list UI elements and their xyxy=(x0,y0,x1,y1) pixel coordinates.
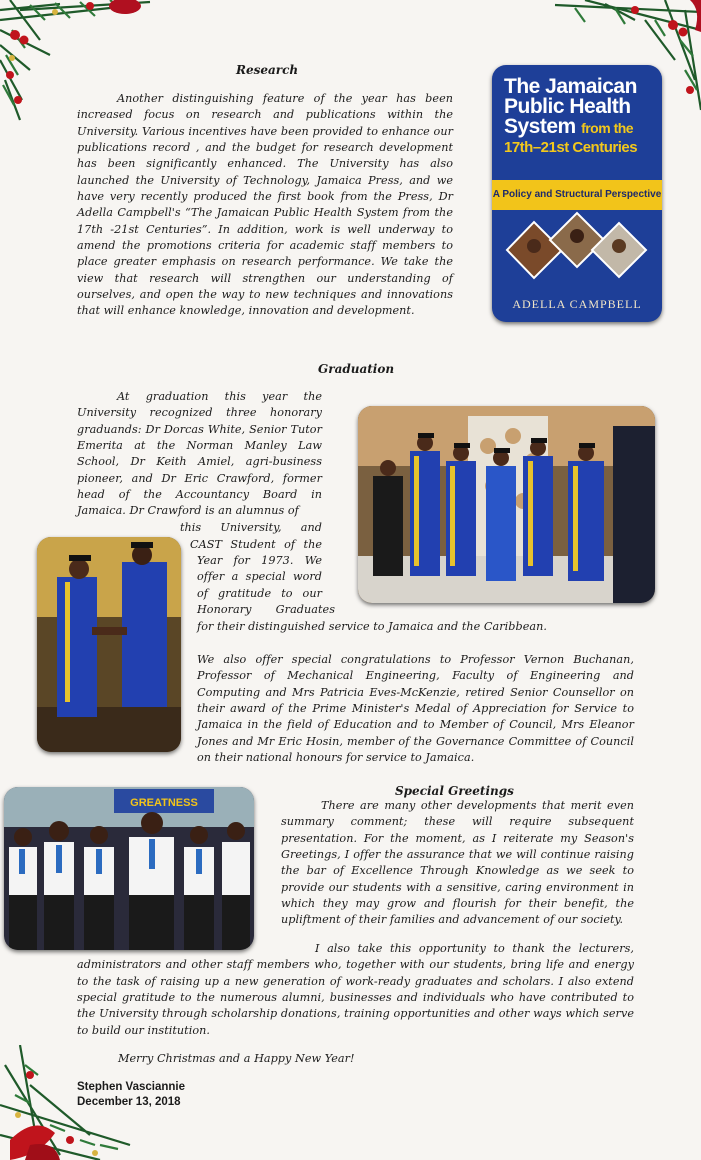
research-heading: Research xyxy=(236,63,299,77)
graduation-paragraph: At graduation this year the University recognized three honorary graduands: Dr Dorcas White, Senior Tutor Emerita at the Norman Manley Law School, Dr Keith Amiel, agri-business pioneer, and Dr Eric Crawford, former head of the Accountancy Board in Jamaica. Dr Crawford is an alumnus of xyxy=(77,390,322,518)
book-title-line: 17th–21st Centuries xyxy=(504,139,638,156)
graduation-paragraph-line: Honorary Graduates xyxy=(197,603,335,616)
handshake-ceremony-photo xyxy=(37,537,181,752)
graduation-paragraph-line: CAST Student of the xyxy=(190,538,322,551)
signature-date: December 13, 2018 xyxy=(77,1096,181,1108)
student-choir-photo xyxy=(4,787,254,950)
graduation-paragraph-line: offer a special word xyxy=(197,570,322,583)
graduation-paragraph-line: Year for 1973. We xyxy=(197,554,322,567)
holiday-closing: Merry Christmas and a Happy New Year! xyxy=(118,1052,355,1065)
honorary-graduates-photo xyxy=(358,406,655,603)
signature-name: Stephen Vasciannie xyxy=(77,1081,186,1093)
book-title-line: from the xyxy=(581,120,634,136)
thanks-paragraph: I also take this opportunity to thank the lecturers, administrators and other staff members who, together with our students, bring life and energy to the task of raising up a new generation of work-ready graduates and scholars. I also extend special gratitude to the numerous alumni, businesses and individuals who have contributed to the University through scholarship donations, training opportunities and other ways which serve to build our institution. xyxy=(77,942,634,1037)
graduation-paragraph-line: this University, and xyxy=(180,521,322,534)
book-cover-subtitle: A Policy and Structural Perspective xyxy=(492,180,662,210)
congratulations-paragraph: We also offer special congratulations to Professor Vernon Buchanan, Professor of Mechanical Engineering, Faculty of Engineering and Computing and Mrs Patricia Eves-McKenzie, retired Senior Counsellor on their award of the Prime Minister's Medal of Appreciation for Service to Jamaica in the field of Education and to Member of Council, Mrs Eleanor Jones and Mr Eric Hosin, member of the Governance Committee of Council on their national honours for service to Jamaica. xyxy=(197,653,634,765)
book-cover-title xyxy=(504,77,652,158)
book-title-line: System xyxy=(504,115,576,138)
book-title-line: The Jamaican xyxy=(504,75,637,98)
book-cover-author: ADELLA CAMPBELL xyxy=(512,297,642,311)
graduation-paragraph-line: of gratitude to our xyxy=(197,587,322,600)
choir-banner-text: GREATNESS xyxy=(130,797,198,809)
research-paragraph: Another distinguishing feature of the year has been increased focus on research and publications within the University. Various incentives have been provided to enhance our publications record , and the budget for research development has been significantly enhanced. The University has also launched the University of Technology, Jamaica Press, and we have very recently produced the first book from the Press, Dr Adella Campbell's “The Jamaican Public Health System from the 17th -21st Centuries”. In addition, work is well underway to amend the promotions criteria for academic staff members to place greater emphasis on research performance. We take the view that research will strengthen our understanding of ourselves, and open the way to new techniques and innovations that will enhance knowledge, innovation and development. xyxy=(77,92,453,318)
book-title-line: Public Health xyxy=(504,95,631,118)
special-greetings-paragraph: There are many other developments that merit even summary comment; these will require subsequent presentation. For the moment, as I reiterate my Season's Greetings, I offer the assurance that we will continue raising the bar of Excellence Through Knowledge as we seek to provide our students with a sensitive, caring environment in which they may grow and flourish for their benefit, the upliftment of their families and advancement of our society. xyxy=(281,799,634,927)
book-cover-image xyxy=(492,65,662,322)
special-greetings-heading: Special Greetings xyxy=(395,784,514,798)
book-cover-photos xyxy=(492,210,662,295)
graduation-heading: Graduation xyxy=(318,362,395,376)
graduation-paragraph-line: for their distinguished service to Jamaica and the Caribbean. xyxy=(197,620,547,633)
